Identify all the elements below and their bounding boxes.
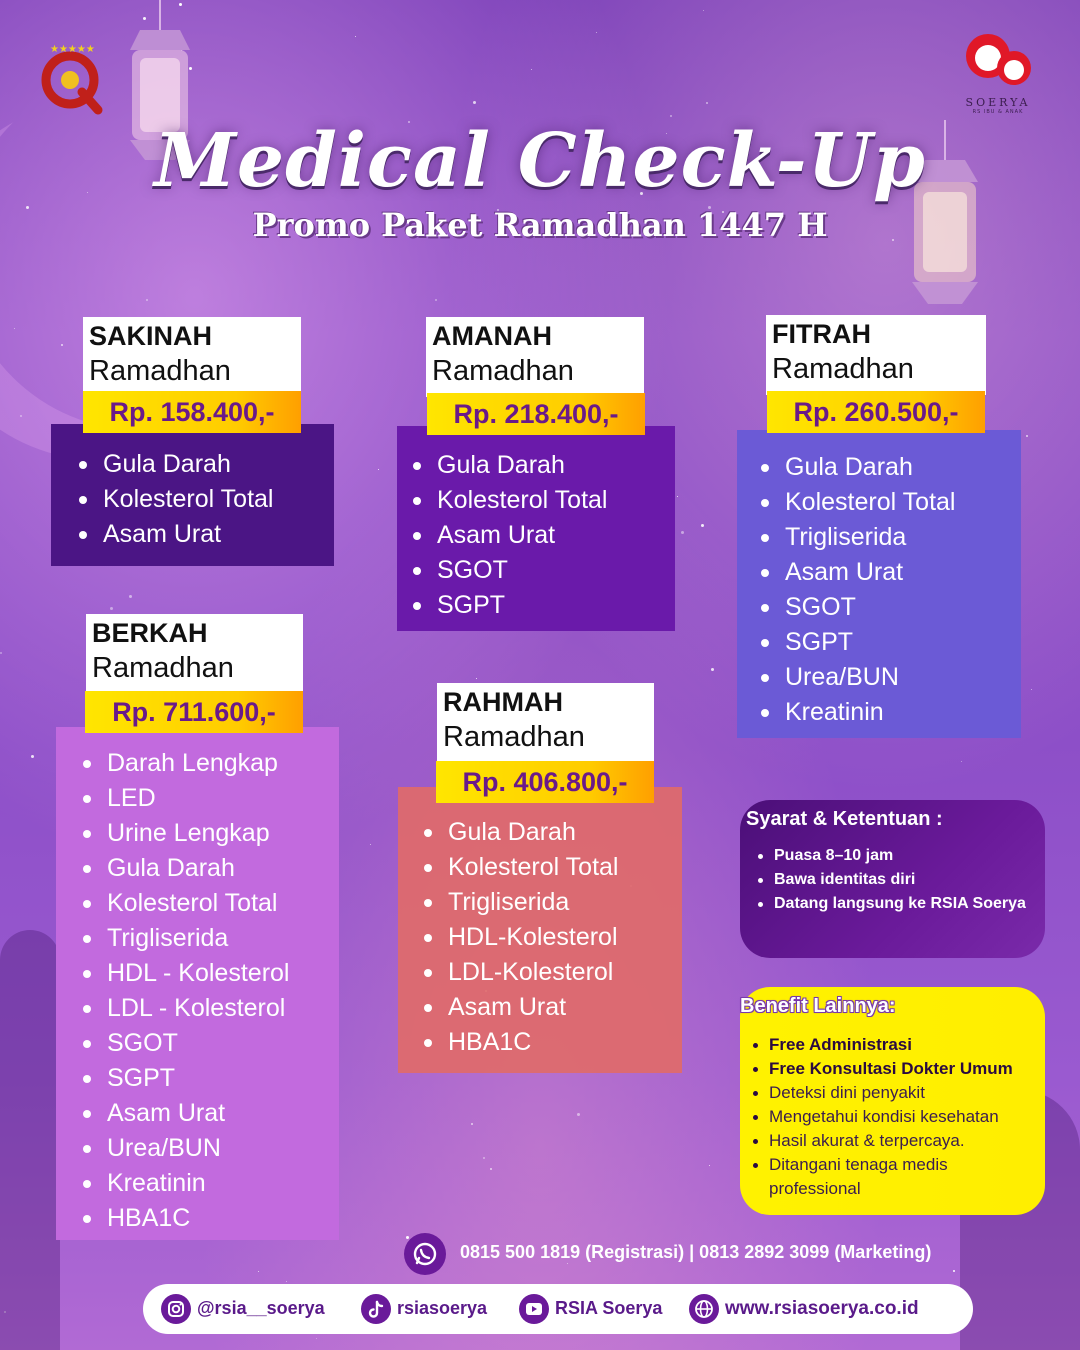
svg-text:★★★★★: ★★★★★: [50, 44, 95, 55]
list-item: Gula Darah: [385, 448, 675, 483]
benefit-item: Free Konsultasi Dokter Umum: [750, 1057, 1040, 1081]
package-fitrah-header: [766, 315, 986, 395]
package-sakinah-price: Rp. 158.400,-: [83, 391, 301, 433]
list-item: Urine Lengkap: [55, 816, 345, 851]
star-decoration: [110, 607, 113, 610]
list-item: Kolesterol Total: [51, 482, 334, 517]
package-rahmah-price: Rp. 406.800,-: [436, 761, 654, 803]
terms-title: Syarat & Ketentuan :: [746, 808, 943, 830]
star-decoration: [146, 299, 148, 301]
star-decoration: [435, 299, 437, 301]
website-url[interactable]: www.rsiasoerya.co.id: [725, 1298, 919, 1319]
list-item: Kreatinin: [733, 695, 1023, 730]
list-item: Asam Urat: [55, 1096, 345, 1131]
star-decoration: [953, 1270, 955, 1272]
list-item: SGPT: [55, 1061, 345, 1096]
mosque-silhouette-left: [0, 930, 60, 1350]
star-decoration: [706, 102, 708, 104]
instagram-icon: [161, 1294, 191, 1324]
star-decoration: [703, 10, 704, 11]
star-decoration: [0, 652, 2, 654]
list-item: Kolesterol Total: [733, 485, 1023, 520]
social-footer: [143, 1284, 973, 1334]
list-item: HBA1C: [396, 1025, 686, 1060]
star-decoration: [596, 32, 597, 33]
list-item: SGOT: [385, 553, 675, 588]
star-decoration: [670, 115, 672, 117]
list-item: Datang langsung ke RSIA Soerya: [754, 892, 1034, 916]
package-name: SAKINAH: [89, 321, 213, 351]
soerya-logo: [958, 28, 1038, 124]
star-decoration: [490, 1168, 492, 1170]
benefit-item: Hasil akurat & terpercaya.: [750, 1129, 1040, 1153]
package-fitrah-price: Rp. 260.500,-: [767, 391, 985, 433]
package-rahmah-items: [396, 815, 686, 1060]
list-item: Kolesterol Total: [385, 483, 675, 518]
package-fitrah-items: [733, 450, 1023, 730]
soerya-faces-icon: [958, 28, 1038, 92]
tiktok-icon: [361, 1294, 391, 1324]
list-item: Asam Urat: [385, 518, 675, 553]
package-subtitle: Ramadhan: [432, 355, 574, 387]
package-subtitle: Ramadhan: [443, 721, 585, 753]
benefit-box: [740, 987, 1045, 1215]
package-amanah-items: [385, 448, 675, 623]
star-decoration: [20, 415, 22, 417]
star-decoration: [370, 844, 371, 845]
package-subtitle: Ramadhan: [772, 353, 914, 385]
youtube-channel[interactable]: RSIA Soerya: [555, 1298, 663, 1318]
package-subtitle: Ramadhan: [92, 652, 234, 684]
star-decoration: [677, 496, 678, 497]
star-decoration: [1026, 435, 1028, 437]
benefit-item: Free Administrasi: [750, 1033, 1040, 1057]
star-decoration: [14, 328, 15, 329]
terms-box: [740, 800, 1045, 958]
list-item: Kolesterol Total: [396, 850, 686, 885]
list-item: Gula Darah: [51, 447, 334, 482]
star-decoration: [31, 755, 34, 758]
brand-subtitle: RS IBU & ANAK: [972, 109, 1024, 115]
list-item: HDL - Kolesterol: [55, 956, 345, 991]
tiktok-handle[interactable]: rsiasoerya: [397, 1298, 488, 1318]
list-item: HBA1C: [55, 1201, 345, 1236]
list-item: Gula Darah: [55, 851, 345, 886]
list-item: Urea/BUN: [733, 660, 1023, 695]
package-name: AMANAH: [432, 321, 552, 351]
benefit-item: Mengetahui kondisi kesehatan: [750, 1105, 1040, 1129]
package-subtitle: Ramadhan: [89, 355, 231, 387]
list-item: Asam Urat: [396, 990, 686, 1025]
benefit-item: Ditangani tenaga medis professional: [750, 1153, 1040, 1201]
star-decoration: [681, 531, 684, 534]
star-decoration: [473, 101, 476, 104]
list-item: Kolesterol Total: [55, 886, 345, 921]
contact-phone-numbers[interactable]: 0815 500 1819 (Registrasi) | 0813 2892 3099 (Marketing): [460, 1242, 932, 1262]
list-item: LED: [55, 781, 345, 816]
list-item: Trigliserida: [55, 921, 345, 956]
package-amanah-price: Rp. 218.400,-: [427, 393, 645, 435]
list-item: SGPT: [385, 588, 675, 623]
star-decoration: [286, 1281, 287, 1282]
list-item: Gula Darah: [396, 815, 686, 850]
list-item: Gula Darah: [733, 450, 1023, 485]
list-item: Kreatinin: [55, 1166, 345, 1201]
globe-icon: [689, 1294, 719, 1324]
page-title: Medical Check-Up: [154, 118, 926, 204]
package-name: FITRAH: [772, 319, 871, 349]
star-decoration: [471, 1123, 473, 1125]
package-amanah-header: [426, 317, 644, 397]
star-decoration: [258, 1271, 259, 1272]
list-item: Bawa identitas diri: [754, 868, 1034, 892]
star-decoration: [483, 1157, 485, 1159]
star-decoration: [711, 668, 714, 671]
package-berkah-header: [86, 614, 303, 694]
youtube-icon: [519, 1294, 549, 1324]
star-decoration: [961, 761, 962, 762]
list-item: Asam Urat: [733, 555, 1023, 590]
package-sakinah-header: [83, 317, 301, 397]
star-decoration: [709, 1165, 710, 1166]
star-decoration: [577, 1113, 580, 1116]
list-item: SGOT: [733, 590, 1023, 625]
list-item: LDL - Kolesterol: [55, 991, 345, 1026]
list-item: Trigliserida: [396, 885, 686, 920]
list-item: SGOT: [55, 1026, 345, 1061]
benefit-list: [750, 1033, 1040, 1201]
benefit-item: Deteksi dini penyakit: [750, 1081, 1040, 1105]
star-decoration: [1031, 689, 1032, 690]
package-rahmah-header: [437, 683, 654, 763]
star-decoration: [316, 1338, 317, 1339]
package-name: RAHMAH: [443, 687, 563, 717]
star-decoration: [476, 678, 477, 679]
benefit-title: Benefit Lainnya:: [740, 995, 896, 1017]
star-decoration: [61, 344, 63, 346]
list-item: Puasa 8–10 jam: [754, 844, 1034, 868]
star-decoration: [378, 469, 379, 470]
list-item: Darah Lengkap: [55, 746, 345, 781]
package-sakinah-items: [51, 447, 334, 552]
star-decoration: [129, 595, 132, 598]
star-decoration: [531, 69, 532, 70]
list-item: Urea/BUN: [55, 1131, 345, 1166]
list-item: HDL-Kolesterol: [396, 920, 686, 955]
list-item: SGPT: [733, 625, 1023, 660]
brand-name: SOERYA: [965, 96, 1031, 109]
list-item: LDL-Kolesterol: [396, 955, 686, 990]
page-subtitle: Promo Paket Ramadhan 1447 H: [252, 206, 828, 244]
instagram-handle[interactable]: @rsia__soerya: [197, 1298, 325, 1318]
package-berkah-price: Rp. 711.600,-: [85, 691, 303, 733]
whatsapp-icon[interactable]: [404, 1233, 446, 1275]
package-berkah-items: [55, 746, 345, 1236]
star-decoration: [567, 1263, 568, 1264]
list-item: Asam Urat: [51, 517, 334, 552]
star-decoration: [701, 524, 704, 527]
accreditation-logo: [30, 40, 110, 120]
list-item: Trigliserida: [733, 520, 1023, 555]
star-decoration: [355, 36, 356, 37]
terms-list: [754, 844, 1034, 916]
package-name: BERKAH: [92, 618, 208, 648]
